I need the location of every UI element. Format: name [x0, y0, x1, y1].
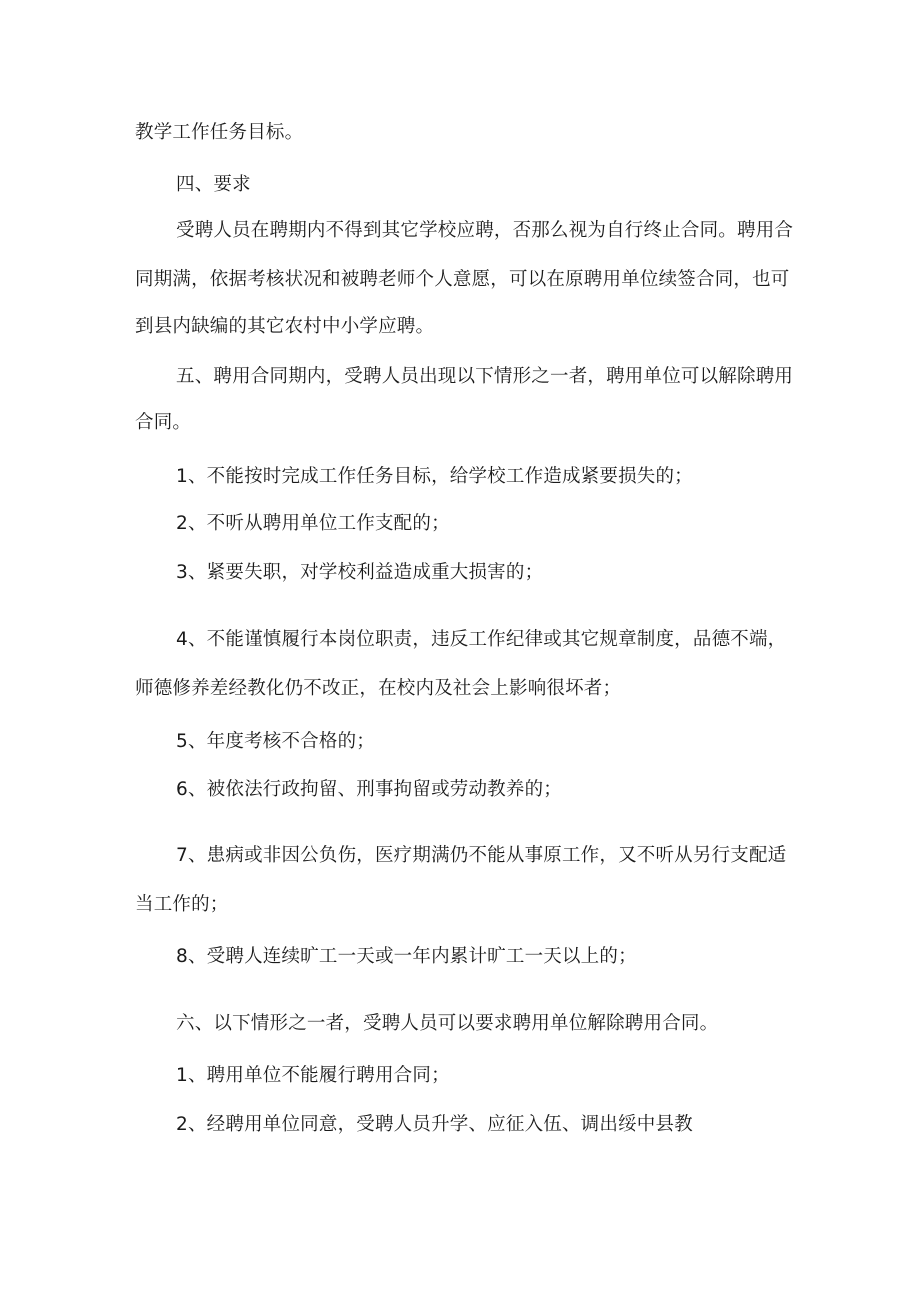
section-heading-requirements: 四、要求 [176, 174, 251, 195]
list-item-4-cont: 师德修养差经教化仍不改正，在校内及社会上影响很坏者； [135, 678, 622, 699]
text-line-4: 同期满，依据考核状况和被聘老师个人意愿，可以在原聘用单位续签合同，也可 [135, 269, 790, 290]
text-line-3: 受聘人员在聘期内不得到其它学校应聘，否那么视为自行终止合同。聘用合 [176, 220, 794, 241]
rights-item-1: 1、聘用单位不能履行聘用合同； [176, 1065, 450, 1086]
rights-item-2: 2、经聘用单位同意，受聘人员升学、应征入伍、调出绥中县教 [176, 1114, 693, 1135]
section-heading-termination: 五、聘用合同期内，受聘人员出现以下情形之一者，聘用单位可以解除聘用 [176, 366, 794, 387]
list-item-7: 7、患病或非因公负伤，医疗期满仍不能从事原工作，又不听从另行支配适 [176, 845, 787, 866]
list-item-5: 5、年度考核不合格的； [176, 731, 375, 752]
list-item-8: 8、受聘人连续旷工一天或一年内累计旷工一天以上的； [176, 946, 637, 967]
list-item-1: 1、不能按时完成工作任务目标，给学校工作造成紧要损失的； [176, 466, 693, 487]
section-heading-employee-rights: 六、以下情形之一者，受聘人员可以要求聘用单位解除聘用合同。 [176, 1013, 719, 1034]
text-line-1: 教学工作任务目标。 [135, 122, 304, 143]
list-item-6: 6、被依法行政拘留、刑事拘留或劳动教养的； [176, 779, 562, 800]
text-line-5: 到县内缺编的其它农村中小学应聘。 [135, 316, 435, 337]
text-line-7: 合同。 [135, 412, 192, 433]
list-item-2: 2、不听从聘用单位工作支配的； [176, 513, 450, 534]
list-item-3: 3、紧要失职，对学校利益造成重大损害的； [176, 562, 544, 583]
list-item-4: 4、不能谨慎履行本岗位职责，违反工作纪律或其它规章制度，品德不端， [176, 629, 787, 650]
list-item-7-cont: 当工作的； [135, 894, 229, 915]
